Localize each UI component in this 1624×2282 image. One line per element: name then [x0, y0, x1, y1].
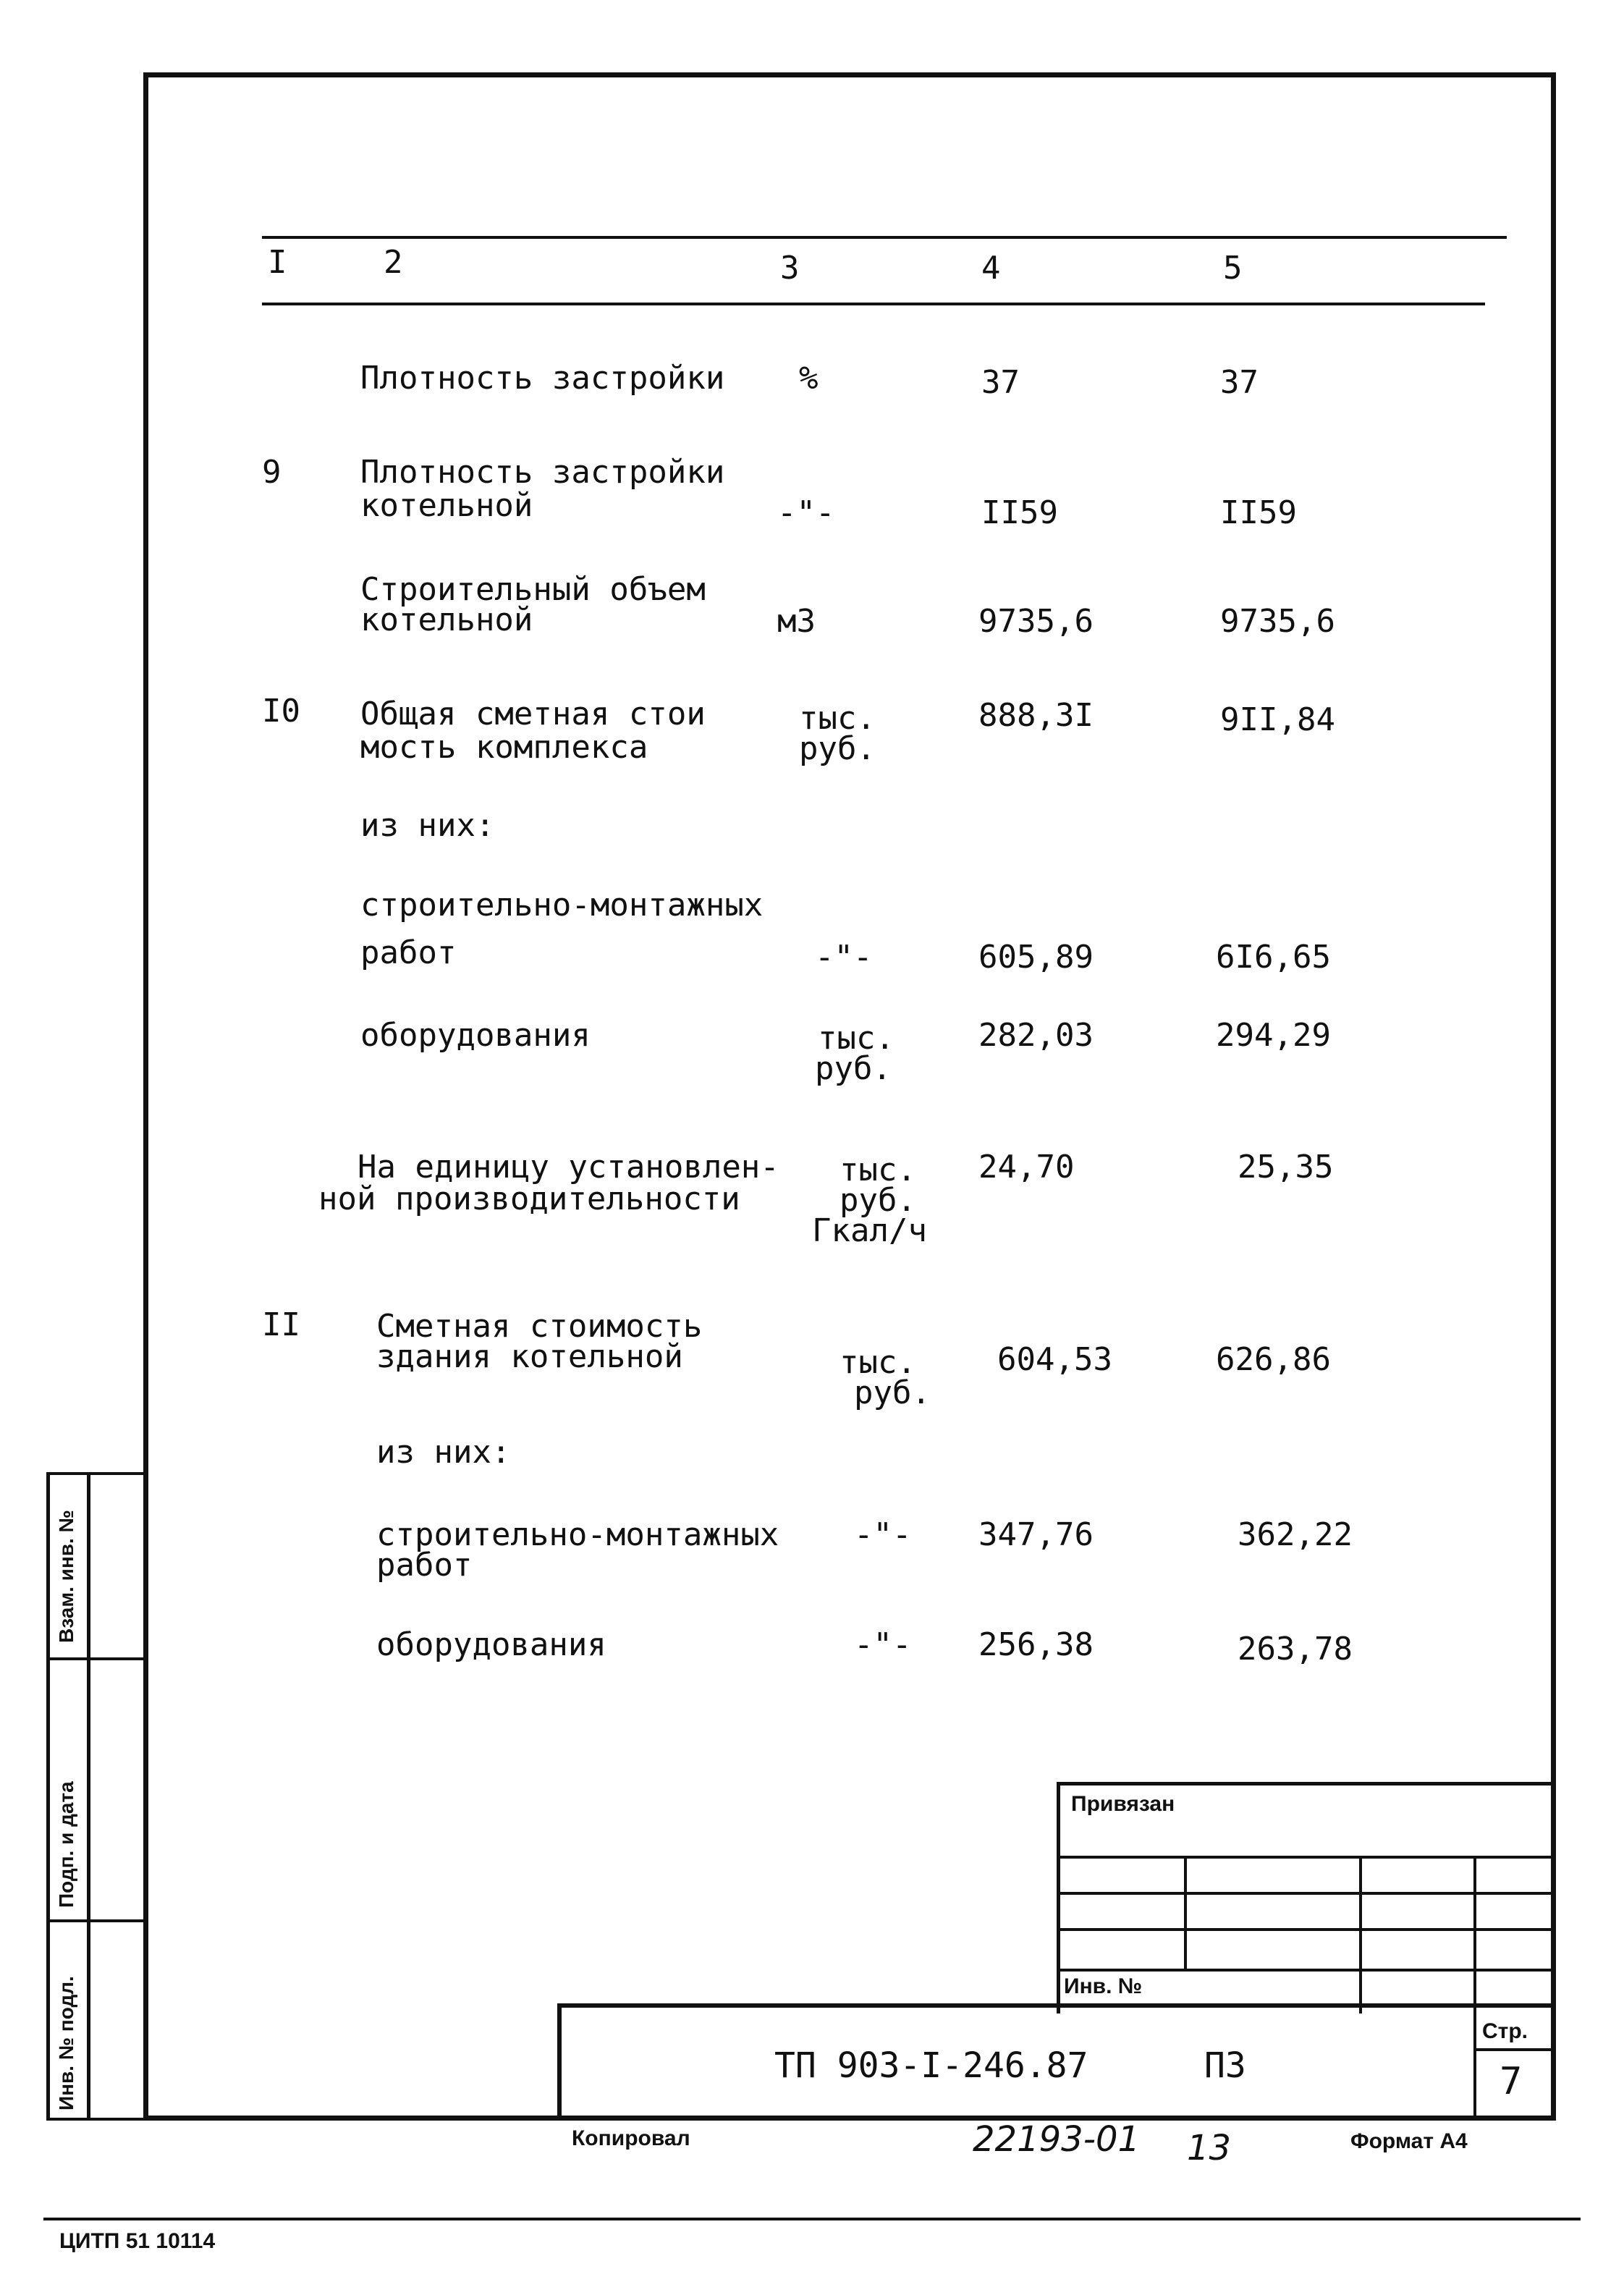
- row-7-unit-line-2: руб.: [815, 1050, 892, 1087]
- row-10-name-line-1: из них:: [376, 1434, 511, 1471]
- row-3-unit-line-2: руб.: [799, 730, 876, 767]
- row-8-value-4: 24,70: [978, 1149, 1075, 1186]
- row-11-value-4: 347,76: [978, 1516, 1094, 1553]
- row-8-value-5: 25,35: [1238, 1149, 1334, 1186]
- row-8-unit-line-1: тыс.: [840, 1151, 916, 1188]
- row-1-unit: -"-: [777, 494, 835, 531]
- row-6-value-5: 6I6,65: [1216, 939, 1331, 976]
- row-0-name-line-1: Плотность застройки: [360, 360, 725, 397]
- row-8-unit-line-3: Гкал/ч: [812, 1212, 927, 1249]
- row-9-name-line-2: здания котельной: [376, 1338, 683, 1375]
- row-9-number: II: [262, 1306, 300, 1343]
- row-12-name-line-1: оборудования: [376, 1626, 606, 1663]
- row-3-number: I0: [262, 693, 300, 730]
- row-2-name-line-1: Строительный объем: [360, 571, 706, 608]
- row-1-value-4: II59: [981, 494, 1058, 531]
- row-8-name-line-1: На единицу установлен-: [358, 1149, 779, 1186]
- col-header-2: 2: [384, 244, 403, 281]
- row-1-name-line-2: котельной: [360, 487, 533, 524]
- row-9-value-4: 604,53: [997, 1341, 1112, 1378]
- row-3-name-line-1: Общая сметная стои: [360, 696, 706, 732]
- drawing-frame: [143, 72, 1556, 2121]
- row-0-unit: %: [799, 360, 819, 397]
- row-3-value-5: 9II,84: [1220, 701, 1335, 738]
- doc-code: ТП 903-I-246.87: [774, 2045, 1088, 2086]
- page-label: Стр.: [1482, 2019, 1528, 2043]
- side-label-podp-data: Подп. и дата: [55, 1781, 77, 1908]
- footer-handwritten-number: 22193-01: [973, 2119, 1141, 2160]
- row-7-value-4: 282,03: [978, 1017, 1094, 1054]
- row-2-unit: м3: [777, 603, 816, 640]
- stamp-privyazan-label: Привязан: [1071, 1792, 1175, 1816]
- row-11-name-line-1: строительно-монтажных: [376, 1516, 779, 1553]
- row-0-value-5: 37: [1220, 364, 1259, 401]
- col-header-1: I: [268, 244, 287, 281]
- row-1-value-5: II59: [1220, 494, 1297, 531]
- row-9-unit-line-2: руб.: [854, 1374, 931, 1411]
- row-12-unit: -"-: [854, 1626, 912, 1663]
- footer-publisher: ЦИТП 51 10114: [59, 2229, 216, 2253]
- row-7-name-line-1: оборудования: [360, 1017, 591, 1054]
- doc-section: ПЗ: [1204, 2045, 1246, 2086]
- row-11-unit: -"-: [854, 1516, 912, 1553]
- header-bottom-rule: [262, 303, 1485, 305]
- row-2-value-5: 9735,6: [1220, 603, 1335, 640]
- row-0-value-4: 37: [981, 364, 1020, 401]
- row-5-name-line-1: строительно-монтажных: [360, 887, 764, 924]
- row-11-name-line-2: работ: [376, 1547, 473, 1584]
- row-9-name-line-1: Сметная стоимость: [376, 1308, 703, 1345]
- side-label-inv-podl: Инв. № подл.: [55, 1976, 77, 2110]
- footer-format: Формат А4: [1350, 2129, 1468, 2153]
- header-top-rule: [262, 236, 1507, 239]
- row-3-unit-line-1: тыс.: [799, 700, 876, 737]
- row-6-value-4: 605,89: [978, 939, 1094, 976]
- row-12-value-5: 263,78: [1238, 1631, 1353, 1668]
- row-1-number: 9: [262, 454, 282, 491]
- row-7-unit-line-1: тыс.: [818, 1020, 895, 1057]
- row-3-value-4: 888,3I: [978, 697, 1094, 734]
- col-header-3: 3: [780, 250, 800, 287]
- footer-rule: [43, 2218, 1581, 2220]
- row-4-name-line-1: из них:: [360, 807, 495, 844]
- row-8-unit-line-2: руб.: [840, 1182, 916, 1219]
- footer-handwritten-sheet: 13: [1187, 2128, 1232, 2168]
- row-8-name-line-2: ной производительности: [318, 1180, 740, 1217]
- row-6-name-line-1: работ: [360, 934, 457, 971]
- col-header-4: 4: [981, 250, 1001, 287]
- row-9-value-5: 626,86: [1216, 1341, 1331, 1378]
- col-header-5: 5: [1223, 250, 1243, 287]
- page-number: 7: [1500, 2060, 1523, 2103]
- row-12-value-4: 256,38: [978, 1626, 1094, 1663]
- row-9-unit-line-1: тыс.: [840, 1344, 916, 1381]
- row-11-value-5: 362,22: [1238, 1516, 1353, 1553]
- side-label-vzam-inv: Взам. инв. №: [55, 1510, 77, 1643]
- row-2-value-4: 9735,6: [978, 603, 1094, 640]
- row-2-name-line-2: котельной: [360, 601, 533, 638]
- row-1-name-line-1: Плотность застройки: [360, 454, 725, 491]
- footer-kopiroval: Копировал: [572, 2126, 690, 2150]
- row-7-value-5: 294,29: [1216, 1017, 1331, 1054]
- row-6-unit: -"-: [815, 939, 873, 976]
- row-3-name-line-2: мость комплекса: [360, 729, 648, 766]
- stamp-inv-no-label: Инв. №: [1064, 1974, 1143, 1998]
